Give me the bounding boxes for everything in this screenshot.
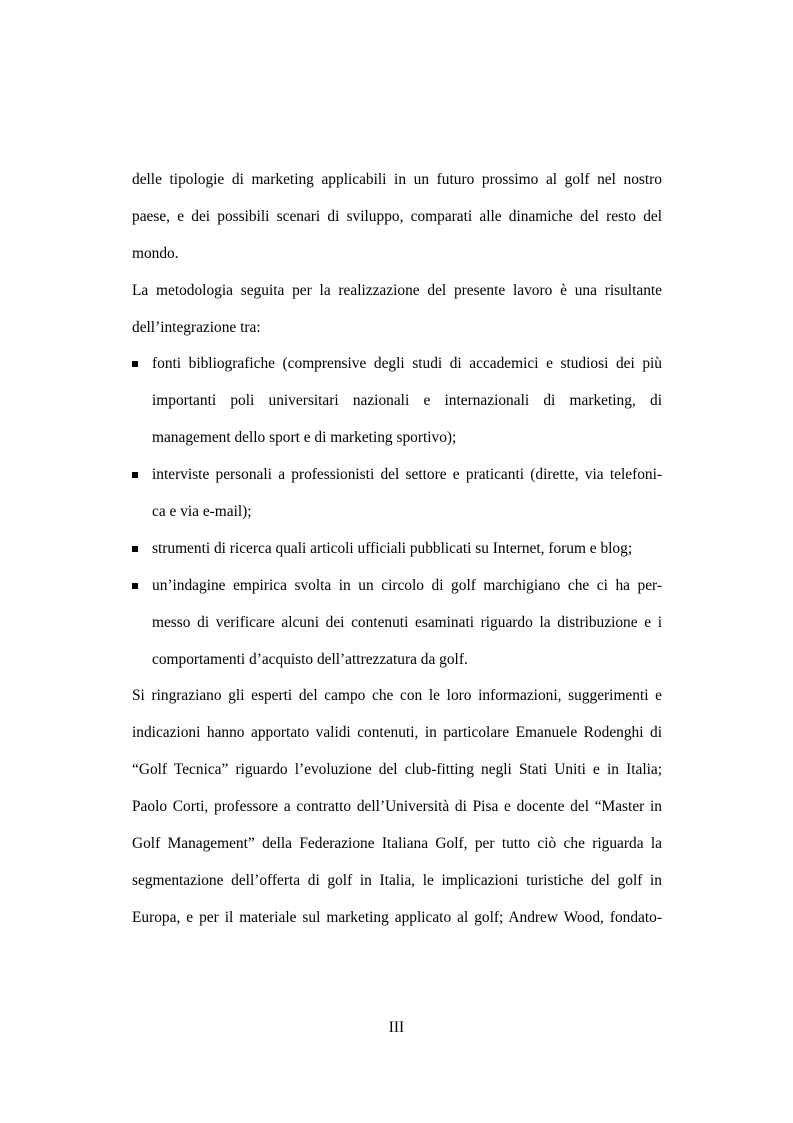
text-line: Europa, e per il materiale sul marketing applicato al golf; Andrew Wood, fondato-: [132, 908, 662, 926]
text-line: segmentazione dell’offerta di golf in Italia, le implicazioni turistiche del golf in: [132, 871, 662, 889]
bullet-item: [132, 457, 662, 531]
page-number: III: [388, 1019, 405, 1036]
text-line: importanti poli universitari nazionali e internazionali di marketing, di: [152, 392, 662, 410]
text-line: messo di verificare alcuni dei contenuti esaminati riguardo la distribuzione e i: [152, 613, 662, 631]
text-line: dell’integrazione tra:: [132, 318, 261, 336]
square-bullet-icon: [132, 583, 138, 589]
square-bullet-icon: [132, 361, 138, 367]
text-line: paese, e dei possibili scenari di sviluppo, comparati alle dinamiche del resto del: [132, 207, 662, 225]
intro-paragraph: [132, 162, 662, 273]
square-bullet-icon: [132, 546, 138, 552]
bullet-item: [132, 568, 662, 679]
text-line: ca e via e-mail);: [152, 503, 252, 521]
acknowledgements-paragraph: [132, 678, 662, 936]
text-line: [132, 457, 662, 494]
bullet-text: interviste personali a professionisti del settore e praticanti (dirette, via telefoni-: [152, 466, 662, 484]
text-line: delle tipologie di marketing applicabili in un futuro prossimo al golf nel nostro: [132, 171, 662, 188]
text-line: indicazioni hanno apportato validi contenuti, in particolare Emanuele Rodenghi di: [132, 724, 662, 742]
text-line: La metodologia seguita per la realizzazione del presente lavoro è una risultante: [132, 281, 662, 299]
text-line: comportamenti d’acquisto dell’attrezzatura da golf.: [152, 650, 468, 668]
text-line: Golf Management” della Federazione Italiana Golf, per tutto ciò che riguarda la: [132, 835, 662, 853]
bullet-text: fonti bibliografiche (comprensive degli studi di accademici e studiosi dei più: [152, 355, 662, 373]
bullet-text: un’indagine empirica svolta in un circolo di golf marchigiano che ci ha per-: [152, 576, 662, 594]
text-line: management dello sport e di marketing sportivo);: [152, 429, 457, 447]
bullet-list: [132, 346, 662, 678]
bullet-text: strumenti di ricerca quali articoli ufficiali pubblicati su Internet, forum e blog;: [152, 539, 633, 557]
bullet-item: [132, 346, 662, 457]
text-line: Si ringraziano gli esperti del campo che con le loro informazioni, suggerimenti e: [132, 687, 662, 705]
text-line: “Golf Tecnica” riguardo l’evoluzione del club-fitting negli Stati Uniti e in Italia;: [132, 761, 662, 779]
body-text: [132, 162, 662, 937]
text-line: [132, 568, 662, 605]
text-line: Paolo Corti, professore a contratto dell’Università di Pisa e docente del “Master in: [132, 798, 662, 816]
text-line: [132, 346, 662, 383]
bullet-item: [132, 531, 662, 568]
methodology-paragraph: [132, 273, 662, 347]
text-line: [132, 531, 662, 568]
square-bullet-icon: [132, 472, 138, 478]
text-line: mondo.: [132, 244, 179, 262]
